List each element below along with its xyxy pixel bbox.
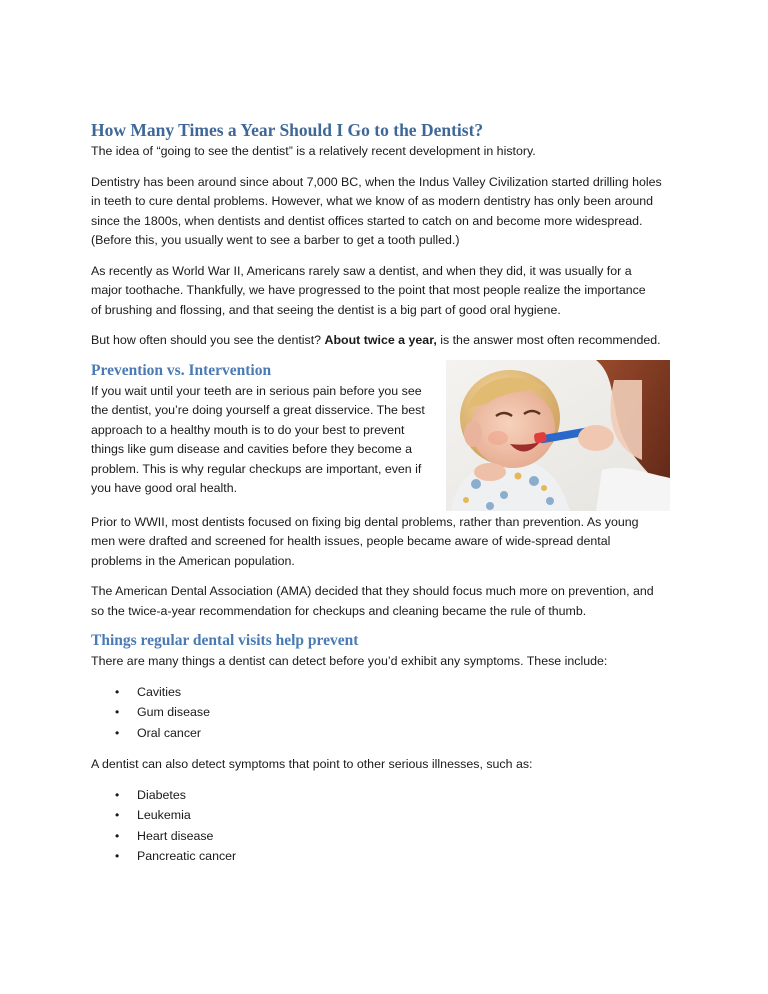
history-line: Dentistry has been around since about 7,000 BC, when the Indus Valley Civilization started drilling holes	[91, 174, 662, 189]
illness-list	[91, 785, 677, 867]
wwii-line: Prior to WWII, most dentists focused on fixing big dental problems, rather than prevention. As young	[91, 514, 639, 529]
question-tail: is the answer most often recommended.	[436, 333, 661, 347]
things-intro: There are many things a dentist can detect before you’d exhibit any symptoms. These include:	[91, 654, 608, 668]
intro-paragraph: The idea of “going to see the dentist” is a relatively recent development in history.	[91, 144, 536, 158]
ama-line: so the twice-a-year recommendation for checkups and cleaning became the rule of thumb.	[91, 603, 587, 618]
wwii-line: men were drafted and screened for health issues, people became aware of wide-spread dental	[91, 534, 611, 548]
history-line: since the 1800s, when dentists and dentist offices started to catch on and become more widespread.	[91, 213, 643, 228]
bullet-icon: •	[115, 725, 120, 740]
list-item	[91, 805, 677, 826]
ww2-line: major toothache. Thankfully, we have progressed to the point that most people realize the importance	[91, 283, 646, 297]
ama-paragraph	[91, 582, 677, 621]
prevention-line: things like gum disease and cavities before they become a	[91, 442, 412, 456]
history-line: in teeth to cure dental problems. However, what we know of as modern dentistry has only been around	[91, 194, 654, 208]
prevention-line: problem. This is why regular checkups are important, even if	[91, 461, 422, 476]
question-text: But how often should you see the dentist?	[91, 333, 325, 347]
ww2-line: As recently as World War II, Americans rarely saw a dentist, and when they did, it was usually for a	[91, 263, 632, 278]
photo-illustration	[446, 360, 670, 511]
list-item	[91, 826, 677, 847]
page-title: How Many Times a Year Should I Go to the Dentist?	[91, 120, 484, 140]
prevention-heading: Prevention vs. Intervention	[91, 361, 272, 379]
prevention-line: approach to a healthy mouth is to do your best to prevent	[91, 422, 405, 437]
list-item-label: Heart disease	[137, 828, 214, 843]
question-paragraph	[91, 331, 677, 351]
bullet-icon: •	[115, 705, 120, 719]
other-illnesses-intro: A dentist can also detect symptoms that point to other serious illnesses, such as:	[91, 757, 533, 771]
list-item	[91, 682, 677, 703]
list-item-label: Diabetes	[137, 787, 186, 802]
bullet-icon: •	[115, 684, 120, 699]
document-page	[91, 118, 677, 867]
prevention-line: the dentist, you’re doing yourself a great disservice. The best	[91, 403, 425, 417]
prevention-text	[91, 360, 443, 499]
bullet-icon: •	[115, 787, 120, 802]
things-heading: Things regular dental visits help prevent	[91, 632, 359, 649]
child-brushing-teeth-photo	[446, 360, 670, 511]
history-paragraph	[91, 173, 677, 251]
bullet-icon: •	[115, 808, 120, 822]
prevention-section	[91, 360, 677, 502]
list-item	[91, 785, 677, 806]
list-item-label: Leukemia	[137, 808, 191, 822]
bullet-icon: •	[115, 849, 120, 863]
history-line: (Before this, you usually went to see a barber to get a tooth pulled.)	[91, 233, 460, 247]
list-item	[91, 846, 677, 867]
wwii-paragraph	[91, 513, 677, 572]
list-item-label: Gum disease	[137, 705, 211, 719]
list-item	[91, 702, 677, 723]
list-item-label: Pancreatic cancer	[137, 849, 237, 863]
list-item	[91, 723, 677, 744]
list-item-label: Oral cancer	[137, 725, 202, 740]
prevention-line: you have good oral health.	[91, 481, 238, 495]
prevention-line: If you wait until your teeth are in serious pain before you see	[91, 383, 422, 398]
ww2-line: of brushing and flossing, and that seeing the dentist is a big part of good oral hygiene.	[91, 302, 561, 317]
ama-line: The American Dental Association (AMA) decided that they should focus much more on prevention, and	[91, 584, 654, 598]
list-item-label: Cavities	[137, 684, 182, 699]
ww2-paragraph	[91, 262, 677, 321]
prevent-list	[91, 682, 677, 744]
question-answer: About twice a year,	[324, 333, 437, 347]
bullet-icon: •	[115, 828, 120, 843]
wwii-line: problems in the American population.	[91, 553, 295, 568]
